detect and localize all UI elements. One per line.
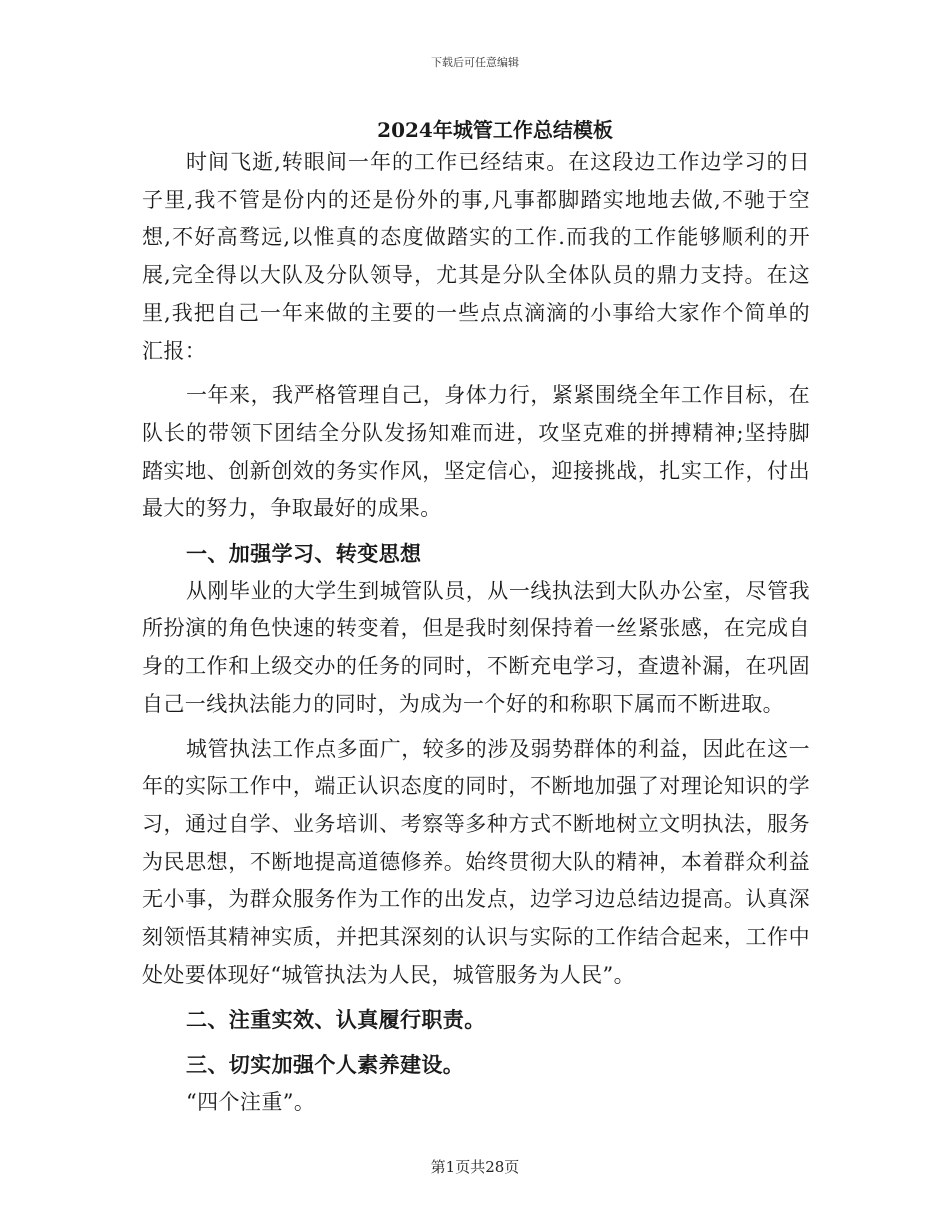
section-heading-2: 二、注重实效、认真履行职责。 bbox=[186, 1007, 486, 1033]
paragraph-year-summary: 一年来，我严格管理自己，身体力行，紧紧围绕全年工作目标，在队长的带领下团结全分队发扬知难而进，攻坚克难的拼搏精神;坚持脚踏实地、创新创效的务实作风，坚定信心，迎接挑战，扎实工作，付出最大的努力，争取最好的成果。 bbox=[142, 383, 810, 521]
section-heading-1: 一、加强学习、转变思想 bbox=[186, 541, 422, 567]
paragraph-four-focus: “四个注重”。 bbox=[186, 1089, 316, 1114]
section-heading-3: 三、切实加强个人素养建设。 bbox=[186, 1052, 465, 1078]
page-footer: 第1页共28页 bbox=[430, 1158, 520, 1176]
header-note: 下载后可任意编辑 bbox=[431, 56, 519, 69]
paragraph-intro: 时间飞逝,转眼间一年的工作已经结束。在这段边工作边学习的日子里,我不管是份内的还是份外的事,凡事都脚踏实地地去做,不驰于空想,不好高骛远,以惟真的态度做踏实的工作.而我的工作能够顺利的开展,完全得以大队及分队领导，尤其是分队全体队员的鼎力支持。在这里,我把自己一年来做的主要的一些点点滴滴的小事给大家作个简单的汇报： bbox=[142, 150, 810, 363]
paragraph-learning: 从刚毕业的大学生到城管队员，从一线执法到大队办公室，尽管我所扮演的角色快速的转变着，但是我时刻保持着一丝紧张感，在完成自身的工作和上级交办的任务的同时，不断充电学习，查遗补漏，在巩固自己一线执法能力的同时，为成为一个好的和称职下属而不断进取。 bbox=[142, 578, 810, 716]
document-title: 2024年城管工作总结模板 bbox=[377, 118, 613, 142]
paragraph-enforcement: 城管执法工作点多面广，较多的涉及弱势群体的利益，因此在这一年的实际工作中，端正认识态度的同时，不断地加强了对理论知识的学习，通过自学、业务培训、考察等多种方式不断地树立文明执法，服务为民思想，不断地提高道德修养。始终贯彻大队的精神，本着群众利益无小事，为群众服务作为工作的出发点，边学习边总结边提高。认真深刻领悟其精神实质，并把其深刻的认识与实际的工作结合起来，工作中处处要体现好“城管执法为人民，城管服务为人民”。 bbox=[142, 736, 810, 987]
document-body bbox=[142, 144, 810, 1122]
